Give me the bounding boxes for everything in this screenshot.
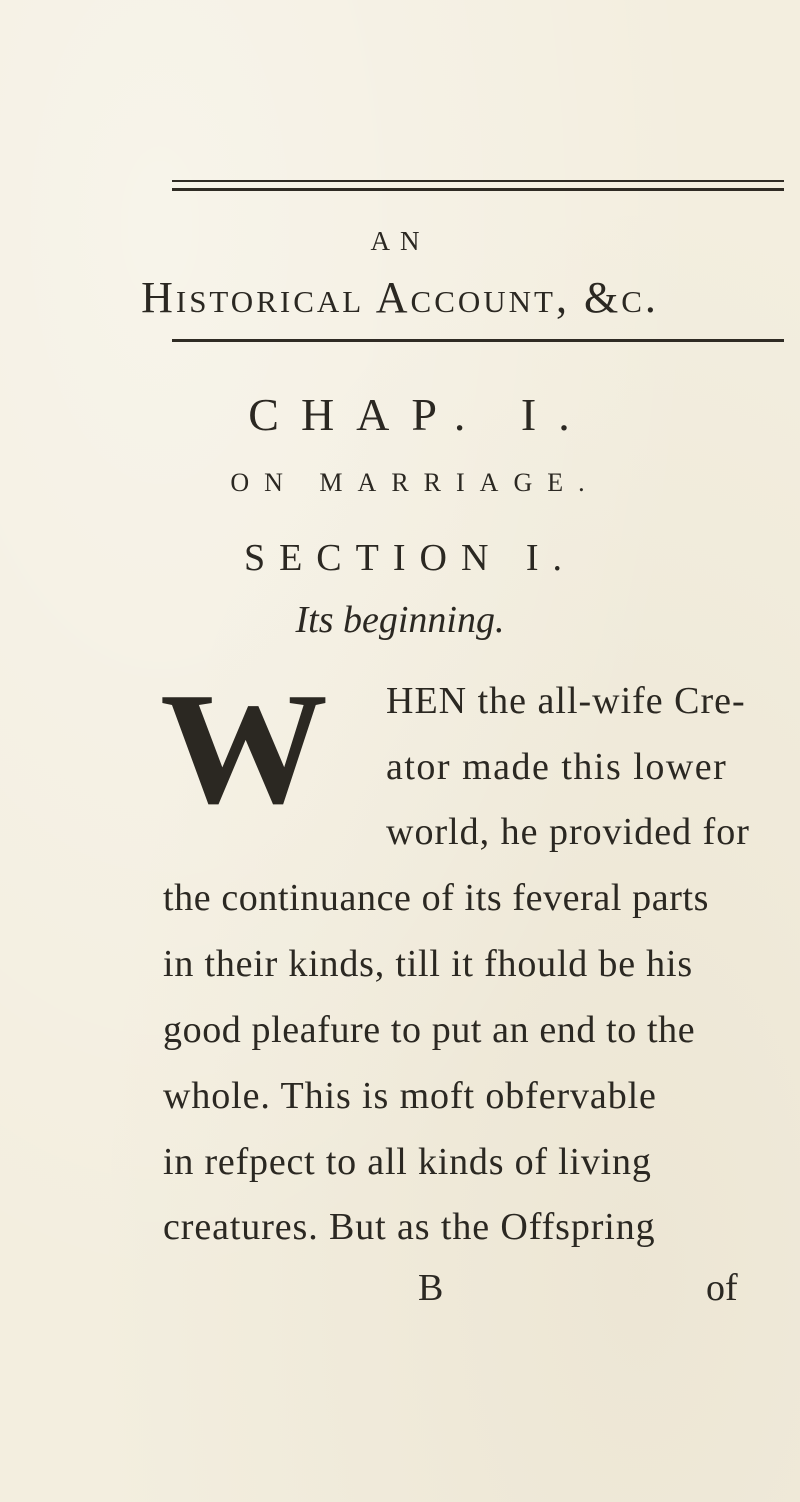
top-double-rule [172, 180, 784, 191]
drop-cap: W [160, 659, 328, 837]
section-subtitle: Its beginning. [295, 599, 505, 641]
chapter-heading: CHAP. I. [248, 389, 592, 440]
title-rule [172, 339, 784, 342]
section-heading: SECTION I. [243, 537, 577, 579]
text-line: whole. This is moft obfervable [163, 1075, 657, 1117]
text-line: creatures. But as the Offspring [163, 1206, 656, 1248]
heading-title: Historical Account, &c. [141, 273, 659, 322]
text-line: the continuance of its feveral parts [163, 877, 709, 919]
signature-mark: B [418, 1267, 444, 1309]
chapter-subject: ON MARRIAGE. [230, 468, 600, 497]
text-line: world, he provided for [386, 811, 750, 853]
catchword: of [706, 1267, 738, 1309]
text-line: in their kinds, till it fhould be his [163, 943, 693, 985]
text-line: HEN the all-wife Cre- [386, 680, 746, 722]
text-line: in refpect to all kinds of living [163, 1141, 652, 1183]
text-line: ator made this lower [386, 746, 728, 788]
text-line: good pleafure to put an end to the [163, 1009, 696, 1051]
heading-article: AN [370, 226, 430, 256]
